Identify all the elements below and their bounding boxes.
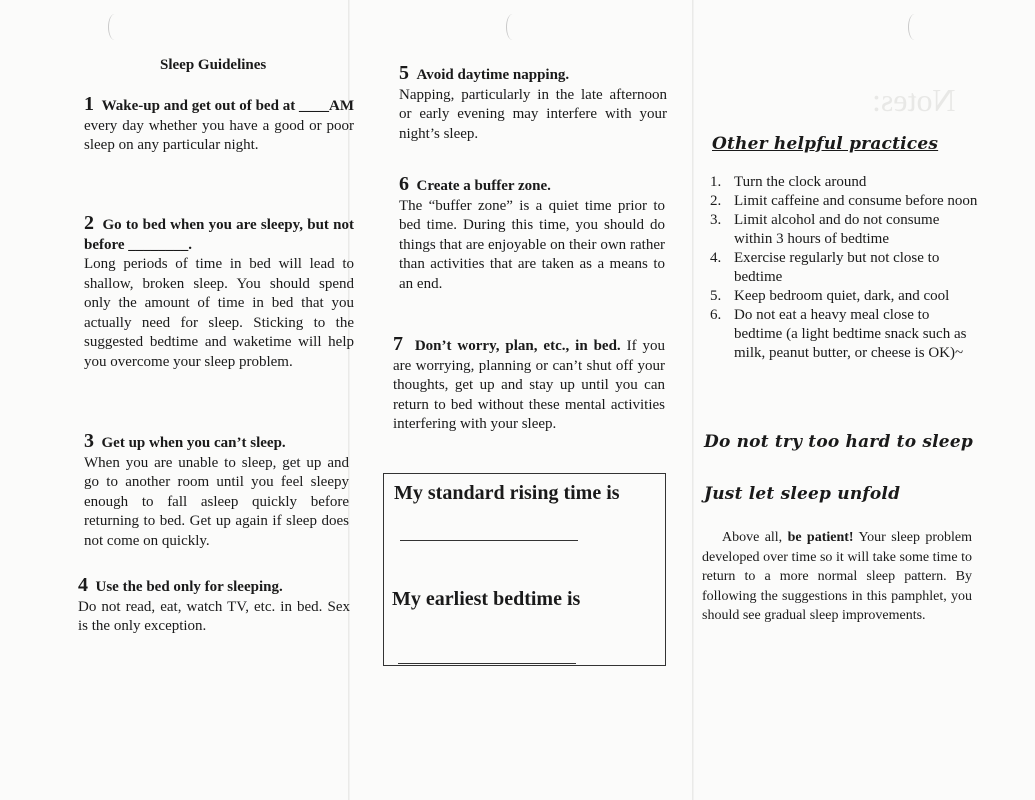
patient-body: Your sleep problem developed over time so it will take some time to return to a more normal sleep pattern. By following the suggestions in this pamphlet, you should see gradual sleep improvements. bbox=[702, 530, 972, 623]
list-item bbox=[710, 287, 978, 306]
guideline-body: Napping, particularly in the late afternoon or early evening may interfere with your night’s sleep. bbox=[399, 86, 667, 142]
guideline-title: Go to bed when you are sleepy, but not before bbox=[84, 217, 354, 253]
list-item bbox=[710, 173, 978, 192]
guideline-number: 6 bbox=[399, 173, 409, 195]
guideline-body: If you are worrying, planning or can’t shut off your thoughts, get up and stay up until you can return to bed without these mental activities interfering with your sleep. bbox=[393, 338, 666, 432]
guideline-title: Get up when you can’t sleep. bbox=[101, 435, 286, 451]
guideline-number: 1 bbox=[84, 93, 94, 115]
earliest-bedtime-label: My earliest bedtime is bbox=[392, 588, 581, 610]
guideline-number: 5 bbox=[399, 62, 409, 84]
guideline-body: Do not read, eat, watch TV, etc. in bed. Sex is the only exception. bbox=[78, 598, 350, 634]
punch-hole-mark bbox=[908, 14, 921, 40]
punch-hole-mark bbox=[108, 14, 121, 40]
guideline-2 bbox=[84, 214, 354, 372]
personal-times-box bbox=[383, 473, 666, 666]
guideline-5 bbox=[399, 64, 667, 144]
be-patient-paragraph bbox=[702, 528, 972, 626]
guideline-title-tail: AM bbox=[329, 98, 355, 114]
list-item bbox=[710, 211, 978, 249]
list-item-text: Do not eat a heavy meal close to bedtime (a light bedtime snack such as milk, peanut butter, or cheese is OK)~ bbox=[734, 307, 967, 361]
list-item-text: Limit caffeine and consume before noon bbox=[734, 193, 978, 209]
guideline-title: Avoid daytime napping. bbox=[416, 67, 570, 83]
patient-intro: Above all, bbox=[722, 530, 788, 545]
guideline-body: The “buffer zone” is a quiet time prior to bed time. During this time, you should do things that are enjoyable on their own rather than activities that are taken as a means to an end. bbox=[399, 197, 665, 292]
guideline-title: Use the bed only for sleeping. bbox=[95, 579, 283, 595]
punch-hole-mark bbox=[506, 14, 519, 40]
sleep-guidelines-heading: Sleep Guidelines bbox=[160, 57, 267, 73]
guideline-3 bbox=[84, 432, 349, 551]
guideline-body: every day whether you have a good or poor sleep on any particular night. bbox=[84, 117, 354, 153]
guideline-number: 3 bbox=[84, 430, 94, 452]
list-item-number: 2. bbox=[710, 193, 722, 209]
list-item bbox=[710, 306, 978, 363]
guideline-6 bbox=[399, 175, 665, 294]
helpful-practices-list bbox=[710, 173, 978, 363]
list-item-text: Exercise regularly but not close to bedtime bbox=[734, 250, 940, 285]
list-item-number: 4. bbox=[710, 250, 722, 266]
list-item-text: Limit alcohol and do not consume within 3 hours of bedtime bbox=[734, 212, 940, 247]
be-patient-emphasis: be patient! bbox=[787, 530, 854, 545]
fold-line-right bbox=[692, 0, 694, 800]
helpful-practices-heading: Other helpful practices bbox=[712, 134, 939, 154]
list-item-text: Turn the clock around bbox=[734, 174, 867, 190]
guideline-body: When you are unable to sleep, get up and go to another room until you feel sleepy enough to fall asleep quickly before returning to bed. Get up again if sleep does not come on quickly. bbox=[84, 454, 349, 549]
list-item-number: 6. bbox=[710, 307, 722, 323]
rise-time-blank: ____ bbox=[299, 98, 330, 114]
rising-time-entry-line[interactable] bbox=[400, 540, 578, 541]
list-item-number: 5. bbox=[710, 288, 722, 304]
guideline-number: 4 bbox=[78, 574, 88, 596]
list-item bbox=[710, 249, 978, 287]
let-sleep-unfold-line: Just let sleep unfold bbox=[704, 484, 901, 504]
list-item-number: 1. bbox=[710, 174, 722, 190]
guideline-1 bbox=[84, 95, 354, 156]
list-item-number: 3. bbox=[710, 212, 722, 228]
guideline-7 bbox=[393, 335, 665, 435]
list-item-text: Keep bedroom quiet, dark, and cool bbox=[734, 288, 950, 304]
guideline-title: Don’t worry, plan, etc., in bed. bbox=[414, 338, 621, 354]
bedtime-blank: ________. bbox=[128, 236, 193, 253]
bedtime-entry-line[interactable] bbox=[398, 663, 576, 664]
guideline-title: Wake-up and get out of bed at bbox=[101, 98, 296, 114]
dont-try-hard-line: Do not try too hard to sleep bbox=[704, 432, 973, 452]
rising-time-label: My standard rising time is bbox=[394, 482, 620, 504]
list-item bbox=[710, 192, 978, 211]
guideline-4 bbox=[78, 576, 350, 637]
guideline-number: 2 bbox=[84, 212, 94, 234]
bleed-through-text: Notes: bbox=[872, 82, 956, 118]
guideline-number: 7 bbox=[393, 333, 403, 355]
guideline-title: Create a buffer zone. bbox=[416, 178, 551, 194]
guideline-body: Long periods of time in bed will lead to shallow, broken sleep. You should spend only the amount of time in bed that you actually need for sleep. Sticking to the suggested bedtime and waketime will help you overcome your sleep problem. bbox=[84, 256, 354, 370]
